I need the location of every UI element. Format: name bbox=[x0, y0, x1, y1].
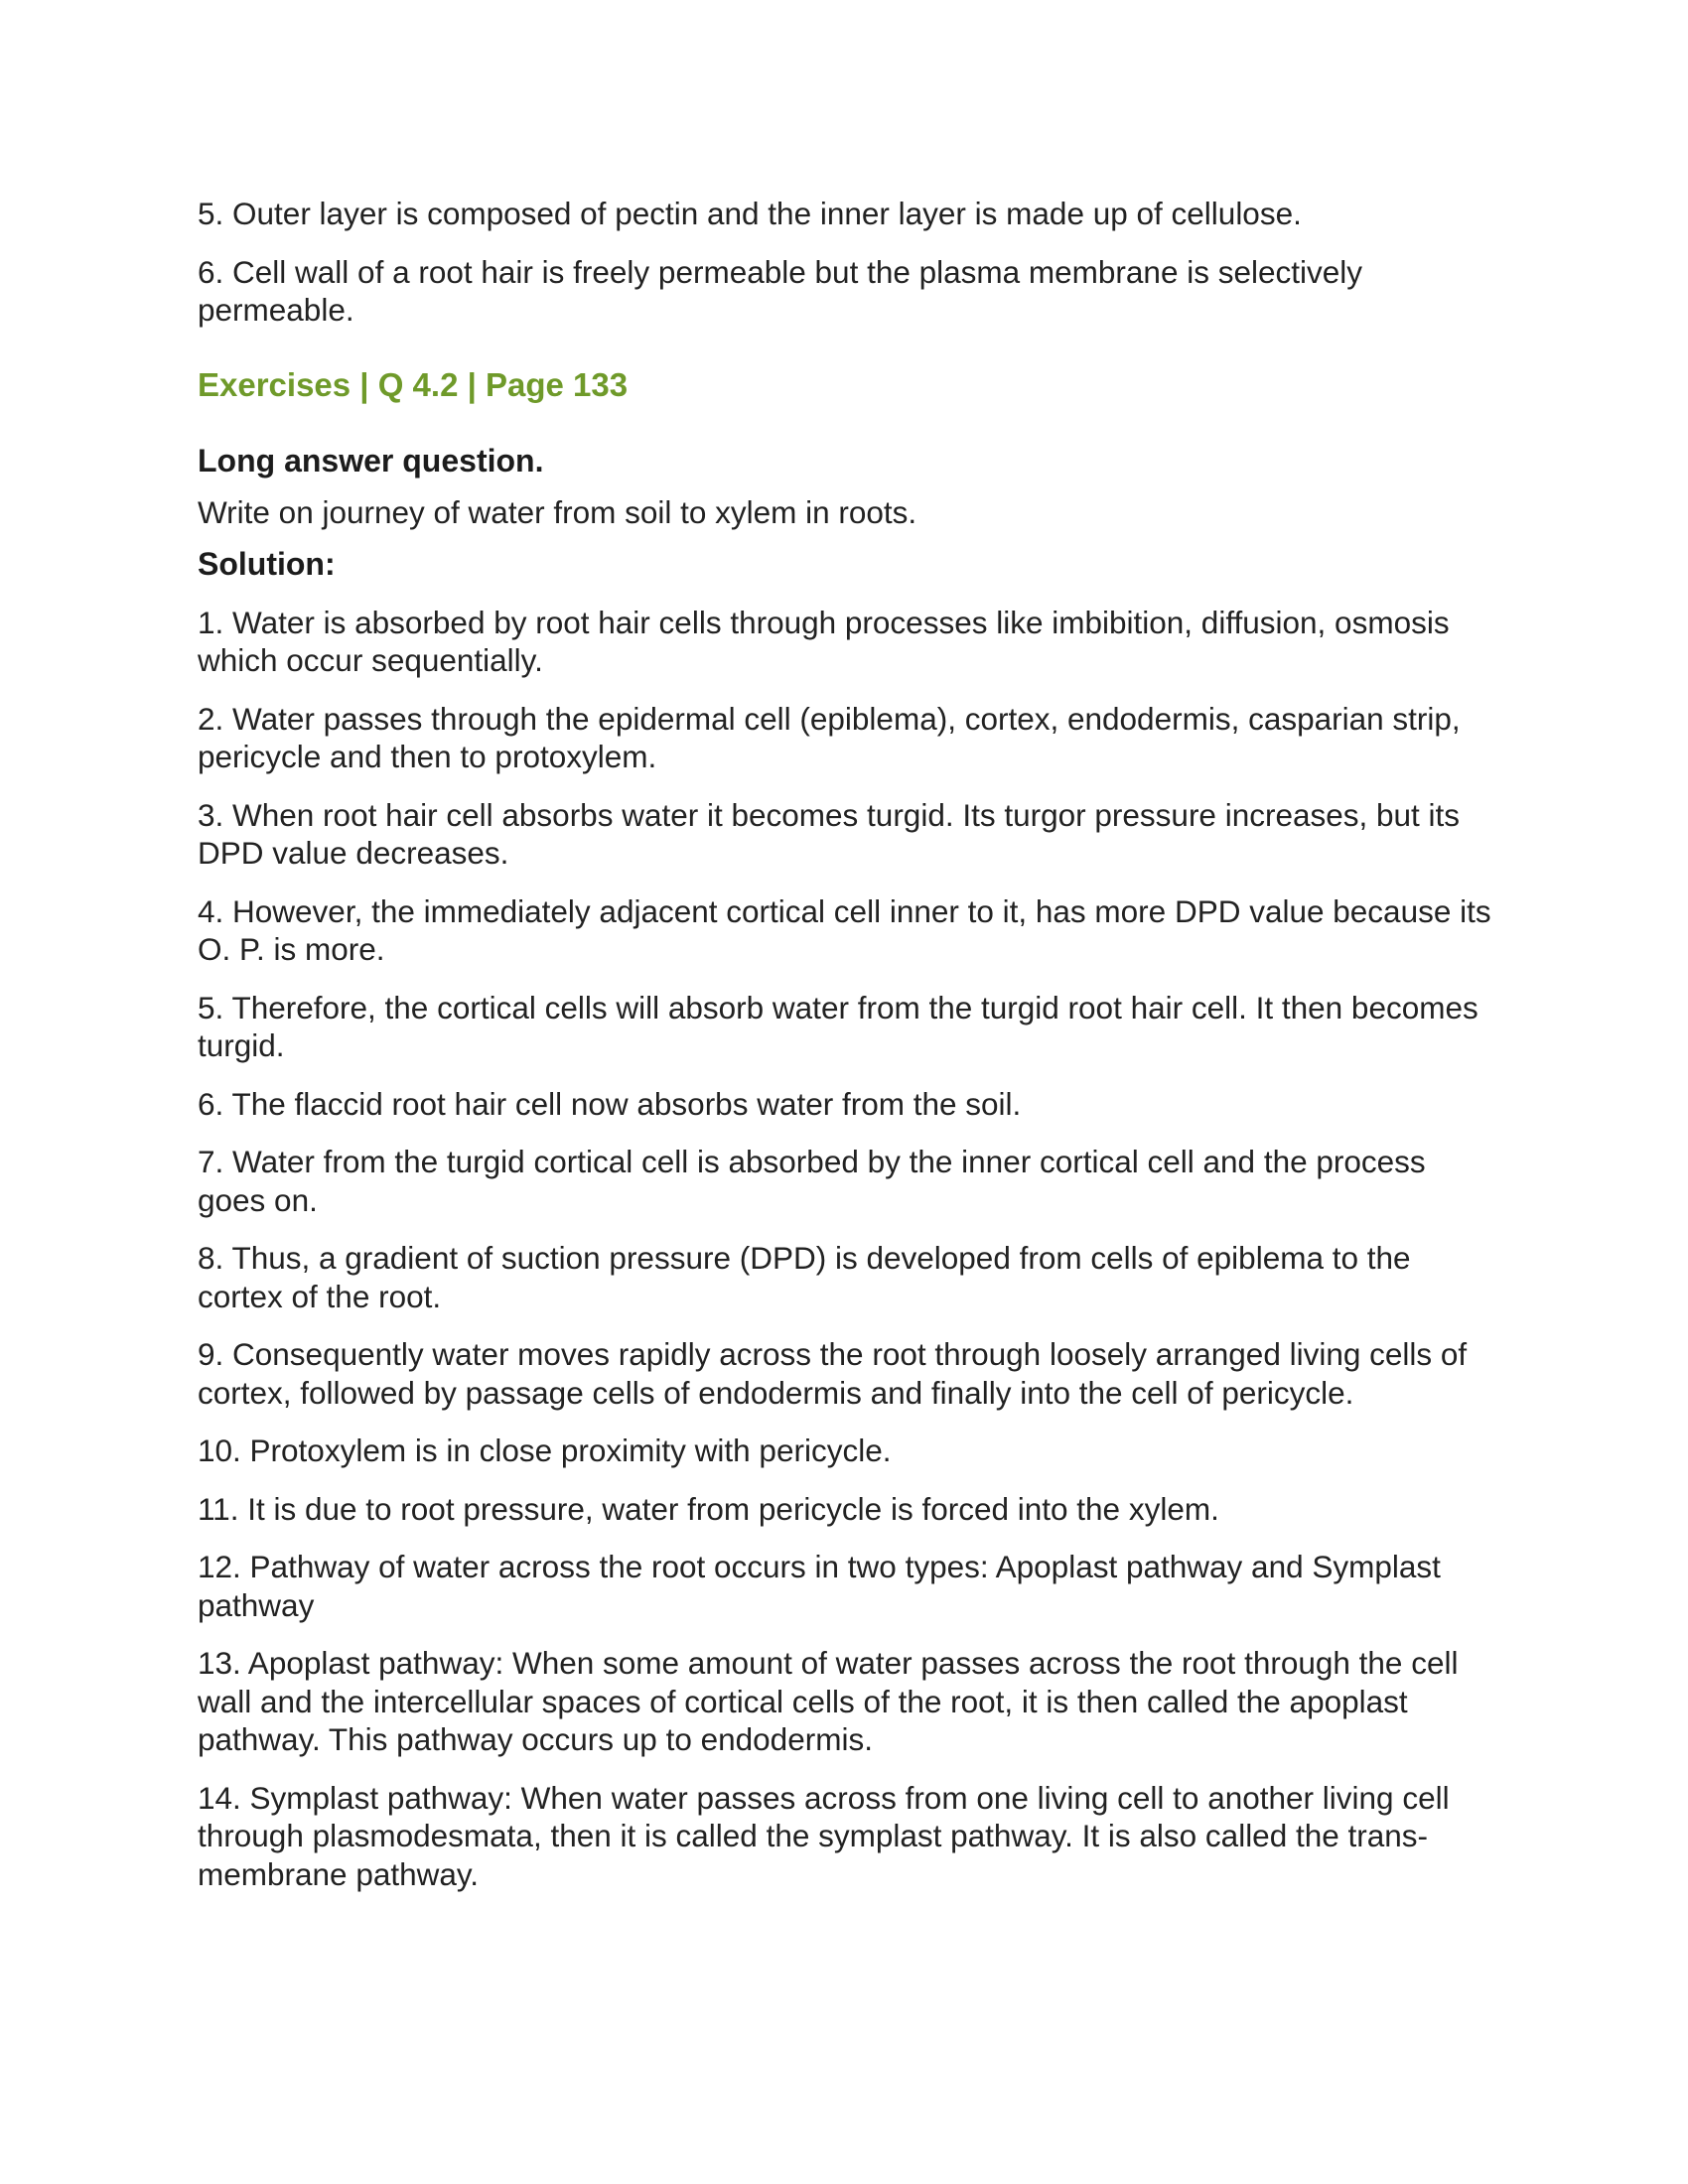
solution-item: 13. Apoplast pathway: When some amount of water passes across the root through the cell wall and the intercellular spaces of cortical cells of the root, it is then called the apoplast pathway. This pathway occurs up to endodermis. bbox=[198, 1645, 1459, 1757]
solution-item: 12. Pathway of water across the root occurs in two types: Apoplast pathway and Symplast pathway bbox=[198, 1549, 1441, 1623]
solution-item: 2. Water passes through the epidermal cell (epiblema), cortex, endodermis, casparian strip, pericycle and then to protoxylem. bbox=[198, 700, 1461, 774]
document-page bbox=[198, 195, 1493, 1913]
solution-label: Solution: bbox=[198, 545, 336, 582]
solution-item: 5. Therefore, the cortical cells will absorb water from the turgid root hair cell. It then becomes turgid. bbox=[198, 989, 1478, 1063]
solution-item: 9. Consequently water moves rapidly across the root through loosely arranged living cells of cortex, followed by passage cells of endodermis and finally into the cell of pericycle. bbox=[198, 1336, 1468, 1411]
solution-item: 6. The flaccid root hair cell now absorbs water from the soil. bbox=[198, 1085, 1022, 1122]
solution-item: 11. It is due to root pressure, water from pericycle is forced into the xylem. bbox=[198, 1490, 1219, 1527]
solution-item: 7. Water from the turgid cortical cell is absorbed by the inner cortical cell and the process goes on. bbox=[198, 1144, 1426, 1218]
solution-item: 4. However, the immediately adjacent cortical cell inner to it, has more DPD value because its O. P. is more. bbox=[198, 892, 1491, 967]
intro-item: 5. Outer layer is composed of pectin and the inner layer is made up of cellulose. bbox=[198, 196, 1302, 231]
solution-item: 3. When root hair cell absorbs water it becomes turgid. Its turgor pressure increases, but its DPD value decreases. bbox=[198, 796, 1461, 871]
solution-list bbox=[198, 604, 1493, 1894]
question-text: Write on journey of water from soil to xylem in roots. bbox=[198, 493, 917, 530]
solution-item: 14. Symplast pathway: When water passes across from one living cell to another living cell through plasmodesmata, then it is called the symplast pathway. It is also called the trans-membrane pathway. bbox=[198, 1779, 1450, 1892]
question-type-label: Long answer question. bbox=[198, 442, 544, 478]
intro-item: 6. Cell wall of a root hair is freely permeable but the plasma membrane is selectively permeable. bbox=[198, 253, 1363, 328]
solution-item: 8. Thus, a gradient of suction pressure (DPD) is developed from cells of epiblema to the cortex of the root. bbox=[198, 1240, 1411, 1314]
solution-item: 1. Water is absorbed by root hair cells through processes like imbibition, diffusion, osmosis which occur sequentially. bbox=[198, 604, 1450, 678]
solution-item: 10. Protoxylem is in close proximity with pericycle. bbox=[198, 1433, 892, 1468]
exercise-heading: Exercises | Q 4.2 | Page 133 bbox=[198, 365, 629, 403]
